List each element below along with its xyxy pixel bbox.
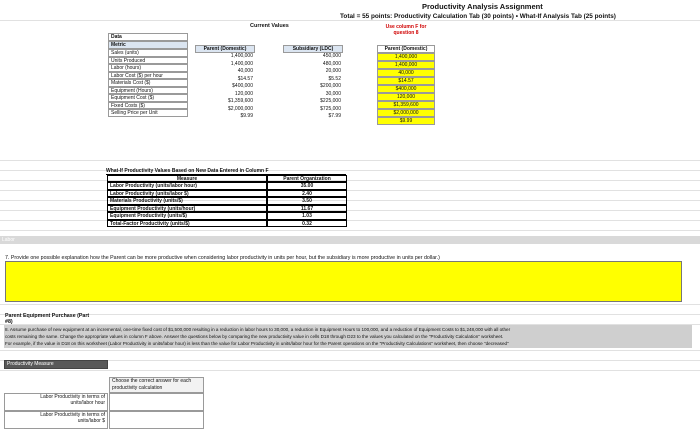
whatif-value[interactable]: 11.67 xyxy=(267,205,347,213)
answer-dropdown-cell[interactable] xyxy=(109,393,204,411)
parent-value-cell[interactable]: 1,400,000 xyxy=(230,60,253,67)
metric-cell[interactable]: Materials Cost ($) xyxy=(108,79,188,87)
measure-line-1: Labor Productivity in terms of xyxy=(40,394,105,400)
metric-cell[interactable]: Equipment (Hours) xyxy=(108,87,188,95)
answer-dropdown-cell[interactable] xyxy=(109,411,204,429)
measure-line-2: units/labor $ xyxy=(77,418,105,424)
productivity-measure-header: Productivity Measure xyxy=(4,360,108,369)
whatif-title: What-If Productivity Values Based on New Data Entered in Column F xyxy=(106,168,346,175)
subsidiary-value-cell[interactable]: 20,000 xyxy=(325,68,341,74)
subsidiary-value-cell[interactable]: $5.52 xyxy=(328,75,341,82)
whatif-value[interactable]: 0.32 xyxy=(267,220,347,228)
points-summary: Total = 55 points: Productivity Calculation Tab (30 points) • What-If Analysis Tab (25 points) xyxy=(340,13,616,20)
productivity-measure-row[interactable] xyxy=(4,393,108,411)
labor-band-label: Labor xyxy=(2,237,15,243)
parent-header[interactable]: Parent (Domestic) xyxy=(195,45,255,53)
metric-cell[interactable]: Labor Cost ($) per hour xyxy=(108,72,188,80)
subsidiary-value-cell[interactable]: $200,000 xyxy=(320,83,341,89)
parent-value-cell[interactable]: $400,000 xyxy=(232,83,253,89)
column-f-input[interactable]: $2,000,000 xyxy=(377,109,435,117)
metric-cell[interactable]: Units Produced xyxy=(108,57,188,65)
parent-org-header[interactable]: Parent Organization xyxy=(267,175,347,182)
question-8-line-2: costs remaining the same. Change the appropriate values in column F above. Answer the questions below by comparing the new productivity value in cells D18 through D23 to the values you calculated on the "Productivity Calculation" worksheet. xyxy=(5,334,504,339)
subsidiary-value-cell[interactable]: 480,000 xyxy=(322,60,341,67)
whatif-value[interactable]: 2.40 xyxy=(267,190,347,198)
column-f-input[interactable]: 40,000 xyxy=(377,69,435,77)
parent-value-cell[interactable]: 120,000 xyxy=(234,90,253,97)
column-f-input[interactable]: $400,000 xyxy=(377,85,435,93)
whatif-measure-label[interactable]: Equipment Productivity (units/$) xyxy=(107,212,267,220)
parent-value-cell[interactable]: 40,000 xyxy=(237,68,253,74)
equipment-title-2: #8) xyxy=(5,319,13,325)
metric-cell[interactable]: Fixed Costs ($) xyxy=(108,102,188,110)
question-8-line-3: For example, if the value in D18 on this worksheet (Labor Productivity in units/labor hour) is less than the value for Labor Productivity in units/labor hour for the Parent operations on the "Productivity Calculations" worksheet, then choose "decreased" xyxy=(5,341,509,346)
parent-value-cell[interactable]: $9.99 xyxy=(240,113,253,119)
use-column-header[interactable]: Parent (Domestic) xyxy=(377,45,435,53)
use-column-note-1: Use column F for xyxy=(385,24,427,30)
current-values-header: Current Values xyxy=(250,23,289,29)
metric-header[interactable]: Metric xyxy=(108,41,188,49)
equipment-title: Parent Equipment Purchase (Part xyxy=(5,313,90,319)
assignment-title: Productivity Analysis Assignment xyxy=(422,2,543,11)
column-f-input[interactable]: $9.99 xyxy=(377,117,435,125)
subsidiary-value-cell[interactable]: $725,000 xyxy=(320,105,341,112)
question-8-line-1: 8. Assume purchase of new equipment at an incremental, one-time fixed cost of $1,500,000 resulting in a reduction in labor hours to 30,000, a reduction in Equipment Hours to 100,000, and a reduction of Equipment Costs to $1,248,000 with all other xyxy=(5,327,511,332)
whatif-value[interactable]: 35.00 xyxy=(267,182,347,190)
column-f-input[interactable]: $1,359,600 xyxy=(377,101,435,109)
column-f-input[interactable]: 1,400,000 xyxy=(377,53,435,61)
whatif-measure-label[interactable]: Labor Productivity (units/labor hour) xyxy=(107,182,267,190)
metric-cell[interactable]: Sales (units) xyxy=(108,49,188,57)
parent-value-cell[interactable]: 1,400,000 xyxy=(230,53,253,59)
whatif-measure-label[interactable]: Total-Factor Productivity (units/$) xyxy=(107,220,267,228)
metric-cell[interactable]: Equipment Cost ($) xyxy=(108,94,188,102)
subsidiary-value-cell[interactable]: 450,000 xyxy=(322,53,341,59)
subsidiary-value-cell[interactable]: 30,000 xyxy=(325,90,341,97)
subsidiary-value-cell[interactable]: $7.99 xyxy=(328,113,341,119)
use-column-note-2: question 8 xyxy=(393,30,419,36)
subsidiary-header[interactable]: Subsidiary (LDC) xyxy=(283,45,343,53)
column-f-input[interactable]: $14.57 xyxy=(377,77,435,85)
question-8-box xyxy=(4,325,692,348)
measure-line-1: Labor Productivity in terms of xyxy=(40,412,105,418)
choose-answer-header: Choose the correct answer for each productivity calculation xyxy=(109,377,204,393)
whatif-measure-label[interactable]: Equipment Productivity (units/hour) xyxy=(107,205,267,213)
question-7-answer-box[interactable] xyxy=(5,261,682,302)
whatif-measure-label[interactable]: Labor Productivity (units/labor $) xyxy=(107,190,267,198)
metric-cell[interactable]: Labor (hours) xyxy=(108,64,188,72)
labor-section-band xyxy=(0,236,700,244)
column-f-input[interactable]: 1,400,000 xyxy=(377,61,435,69)
whatif-measure-label[interactable]: Materials Productivity (units/$) xyxy=(107,197,267,205)
data-label[interactable]: Data xyxy=(108,33,188,41)
subsidiary-value-cell[interactable]: $225,000 xyxy=(320,98,341,104)
measure-header[interactable]: Measure xyxy=(107,175,267,182)
parent-value-cell[interactable]: $14.57 xyxy=(237,75,253,82)
whatif-value[interactable]: 1.03 xyxy=(267,212,347,220)
whatif-value[interactable]: 3.50 xyxy=(267,197,347,205)
parent-value-cell[interactable]: $2,000,000 xyxy=(227,105,253,112)
productivity-measure-row[interactable] xyxy=(4,411,108,429)
measure-line-2: units/labor hour xyxy=(70,400,105,406)
metric-cell[interactable]: Selling Price per Unit xyxy=(108,109,188,117)
question-7-text: 7. Provide one possible explanation how the Parent can be more productive when considering labor productivity in units per hour, but the subsidiary is more productive in units per dollar.) xyxy=(5,255,440,261)
parent-value-cell[interactable]: $1,359,600 xyxy=(227,98,253,104)
column-f-input[interactable]: 120,000 xyxy=(377,93,435,101)
